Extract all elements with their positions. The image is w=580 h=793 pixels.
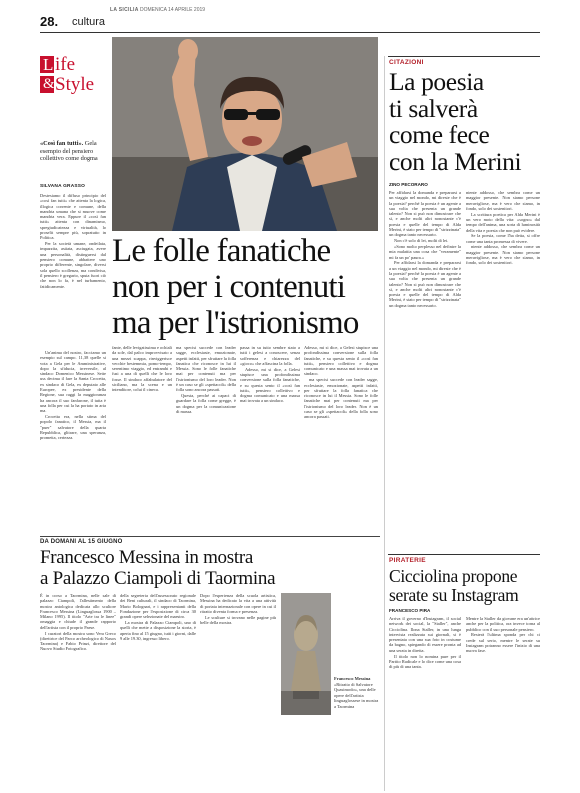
photo-caption-main: [40, 140, 106, 163]
giugno-headline: [40, 547, 380, 589]
paragraph: La mostra di Palazzo Ciampoli, uno di quelli che mette a disposizione la storia, è aperta fino al 15 giugno, tutti i giorni, dalle 9 alle 19.30, ingresso libero.: [120, 619, 196, 641]
paragraph: Questa, perché ai capaci di guardare la folla come gregge, è un dogma per la comunicazione di massa.: [176, 393, 236, 415]
paragraph: Per la società umane, ondeilata, impazzita, astiata, asciugata, avere una personalità, distinguersi dal pensiero comune, abbattere uno proprio differente, singolare, diversi sola quello scollenza, ma condivisa, il pensiero è gregario, sputa fuori ciò che non lo fa, è nel turbamento, fatidicamente.: [40, 241, 106, 289]
page-number: 28.: [40, 14, 59, 29]
article-divider: [40, 536, 380, 537]
paragraph: Crocetta era, nella stima del popolo fanatico, il Messia, ma il "puer" salvatore della quarta Repubblica, glitrare, una speranza, prometta, certezza.: [40, 414, 106, 441]
paragraph: ma specisi succede con leader sagge, ecclesiaste, emozionate, aspetti infatti, per sfruttare la folla fanatica che riconosce in lui il Messia. Sono le folle fanatiche mai per contenuti ma per l'istrionismo del loro leader. Non è un caso se gli «spettacoli» della folla sono ancora passati.: [176, 345, 236, 393]
orator-illustration: [112, 37, 378, 231]
logo-initial-l: L: [43, 55, 54, 74]
main-col-6: [304, 345, 378, 531]
citazioni-line-1: La poesia: [389, 67, 484, 96]
paragraph: Per affidarsi la domanda e prepararsi a un viaggio nel mondo, mi direste che è la poesia? perché la poesia è un agente a sua volta che presenta un grande talento? Non si può non dimostrare che sì, e anche molti altri nonostante c'è poesia e quelle del tempo di Alda Merini, è stato per tempo di "strizzinata" un dogma tanto necessario.: [389, 190, 461, 238]
sculpture-caption-bold: Francesco Messina: [334, 676, 371, 681]
citazioni-top-rule: [388, 56, 540, 57]
citazioni-line-3: come fece: [389, 120, 490, 149]
citazioni-line-2: ti salverà: [389, 93, 478, 123]
paragraph: ma specisi succede con leader sagge, ecclesiaste, emozionate, aspetti infatti, per sfruttare la folla fanatica che riconosce in lui il Messia. Sono le folle fanatiche mai per contenuti ma per l'istrionismo del loro leader. Non è un caso se gli «spettacoli» della folla sono ancora passati.: [304, 377, 378, 420]
giugno-kicker: DA DOMANI AL 15 GIUGNO: [40, 539, 123, 545]
main-col-1: [40, 193, 106, 348]
piraterie-col-1: [389, 616, 461, 788]
citazioni-col-2: [466, 190, 540, 550]
paragraph: Adesso, mi si dice, a Gelesi stupisce una profondissima conversione sulla folla fanatiche, e su questa sento il «così fan tutti», pensiero collettivo e dogma comunicato e una massa mai trovata a un sindaco.: [240, 366, 300, 404]
caption-rest: Gela esempio del pensiero collettivo come dogma: [40, 140, 98, 163]
paragraph: È in corso a Taormina, nelle sale di palazzo Ciampoli, l'allestimento della mostra antologica dedicata allo scultore Francesco Messina (Linguaglossa 1900 – Milano 1995). Il titolo "Arte tra le linee" omaggia e chiude il grande rapporto dell'artista con il proprio Paese.: [40, 593, 116, 630]
citazioni-author: ZINO PECORARO: [389, 182, 428, 187]
piraterie-author: FRANCESCO PIRA: [389, 608, 431, 613]
citazioni-label: CITAZIONI: [389, 59, 424, 66]
masthead: LA SICILIA: [110, 7, 139, 13]
sculpture-caption: [334, 676, 380, 709]
main-col-4: [176, 345, 236, 531]
masthead-strip: [40, 5, 540, 15]
headline-line-3: ma per l'istrionismo: [112, 305, 359, 341]
paragraph: I curatori della mostra sono Vera Greco (direttrice del Parco archeologico di Naxos Taormina) e Fabio Prinzi, direttore del Nuovo Studio Fotografico.: [40, 630, 116, 652]
paragraph: Destesiamo il diffuso principio del «così fan tutti» che attenta la logica, illogica corrente e comune, della mandria umana che si muove come mandria vera. Eppure il «così fan tutti» attenta con dinamismo, spregiudicatezza e virtualità, lo proselit sempre più, sopratutto in Politica.: [40, 193, 106, 241]
paragraph: Un'anima del nostro, facciamo un esempio sul campo. 11,38 quelle si vota a Gela per le Amministrative, dopo la sfiducia, irreversile, al sindaco Domenico Messinese. Sette uss decima il fare la Santa Crocetta, ex sindaco di Gela, ex deputato alle Europee, ex presidente della Regione, sua raggi la maggioranza ha ancora il suo fanfarone, il tutta è una folla per cui la ha portato in aria ma.: [40, 350, 106, 414]
piraterie-top-rule: [388, 554, 540, 555]
piraterie-col-2: [466, 616, 540, 788]
paragraph: della segreteria dell'assessorato regionale dei Beni culturali, il sindaco di Taormina, Mario Bolognari, e i rappresentanti della Fondazione per l'esposizione di circa 30 grandi opere selezionate del maestro.: [120, 593, 196, 620]
paragraph: Per affidarsi la domanda e prepararsi a un viaggio nel mondo, mi direste che è la poesia? perché la poesia è un agente a sua volta che presenta un grande talento? Non si può non dimostrare che sì, e anche molti altri nonostante c'è poesia e quelle del tempo di Alda Merini, è stato per tempo di "strizzinata" un dogma tanto necessario.: [389, 260, 461, 308]
giugno-col-3: [200, 593, 276, 788]
paragraph: Se la poesia, come l'ha detta, si offre come una tanta promessa di vivere.: [466, 233, 540, 244]
paragraph: Non c'è solo di lei, molti di lei.: [394, 238, 449, 244]
paragraph: Il titolo non lo nomina pure per il Partito Radicale e lo dice come una cosa di più di una tanta.: [389, 653, 461, 670]
giugno-headline-line-1: Francesco Messina in mostra: [40, 547, 253, 568]
paragraph: Resterà l'ultima sponda per chi ci crede sul serio, mentre le serate su Instagram potranno essere l'inizio di una nuova fase.: [466, 632, 540, 654]
paragraph: Adesso, mi si dice, a Gelesi stupisce una profondissima conversione sulla folla fanatiche, e su questa sento il «così fan tutti», pensiero collettivo e dogma comunicato e una massa mai trovata a un sindaco.: [304, 345, 378, 377]
paragraph: passa in su tutto sembre stato a tutti i gelesi a conoscere, senza sofferenza e chiarezza del «gioco» che affascina la folla.: [240, 345, 300, 366]
paragraph: «Sono molto perplesso nel definire la mia malattia una cosa che "veramente" mi fa un po' paura.»: [389, 243, 461, 260]
piraterie-line-2: serate su Instagram: [389, 585, 519, 605]
logo-life: ife: [55, 54, 76, 75]
piraterie-label: PIRATERIE: [389, 557, 426, 564]
citazioni-line-4: con la Merini: [389, 146, 522, 176]
headline-line-1: Le folle fanatiche: [112, 233, 331, 269]
life-style-logo: [40, 56, 110, 100]
main-col-3: [112, 345, 172, 531]
logo-amp: &: [43, 76, 55, 92]
giugno-headline-line-2: a Palazzo Ciampoli di Taormina: [40, 568, 276, 589]
piraterie-line-1: Cicciolina propone: [389, 566, 518, 586]
main-headline: [112, 233, 380, 341]
main-photo: [112, 37, 378, 231]
logo-style: Style: [55, 74, 95, 95]
paragraph: niente addosso, che sembra come un maggior presente. Non siamo persone meravigliose, ma è vero che siamo, in fondo, solo dei sostenitori.: [466, 190, 540, 211]
paragraph: La scrittura poetica per Alda Merini è un vero moto della vita: «sogno» dal tempo dell'anima, una sorta di luminosità della vita e poesia che non può evidere.: [466, 211, 540, 233]
paragraph: Le sculture si trovano nelle pagine più belle della mostra.: [200, 614, 276, 625]
giugno-col-1: [40, 593, 116, 788]
caption-bold: «Così fan tutti».: [40, 140, 84, 147]
main-col-2: [40, 350, 106, 531]
sculpture-caption-rest: «Ritratto di Salvatore Quasimodo», una delle opere dell'artista linguaglossese in mostra a Taormina: [334, 681, 379, 709]
giugno-col-2: [120, 593, 196, 788]
issue-date: DOMENICA 14 APRILE 2019: [140, 7, 206, 13]
paragraph: Arriva il governo d'Instagram, il social network dei social, la "Staller", anche Cicciolina. Ilona Staller, in una lunga intervista realizzata sui giornali, si è presentata con una sua foto in costume da bagno, spiegando di essere pronta ad una serata in diretta.: [389, 616, 461, 653]
main-author: SILVANA GRASSO: [40, 184, 86, 189]
citazioni-headline: [389, 69, 541, 175]
piraterie-headline: [389, 567, 541, 605]
paragraph: niente addosso, che sembra come un maggior presente. Non siamo persone meravigliose, ma è vero che siamo, in fondo, solo dei sostenitori.: [466, 244, 540, 266]
column-divider: [384, 56, 385, 791]
sculpture-illustration: [281, 593, 331, 715]
header-rule: [40, 32, 540, 33]
paragraph: Dopo l'esperienza della scuola artistica, Messina ha dedicato la vita a una attività di portata internazionale con opere in cui il ritratto diventa forma e presenza.: [200, 593, 276, 614]
main-col-5: [240, 345, 300, 531]
citazioni-col-1: [389, 190, 461, 550]
paragraph: Mentre la Staller da giovane era un'attrice anche per la politica, ora invece torna al pubblico con il suo personale pensiero.: [466, 616, 540, 632]
headline-line-2: non per i contenuti: [112, 269, 346, 305]
sculpture-photo: [281, 593, 331, 715]
section-name: cultura: [72, 16, 106, 28]
paragraph: fante, delle levigatissima e ochiali da sole, dal palco improvvisato a una mezzi scappa, rinviggerisce vecchie bestemmia, pomo-tempo, serentimo viaggio, ed entrambi e fusi a una di quelli che le loro fosse. Il sindaco affabulatore del siciliano, ma la scena e un intenditore, colui il cineca.: [112, 345, 172, 393]
